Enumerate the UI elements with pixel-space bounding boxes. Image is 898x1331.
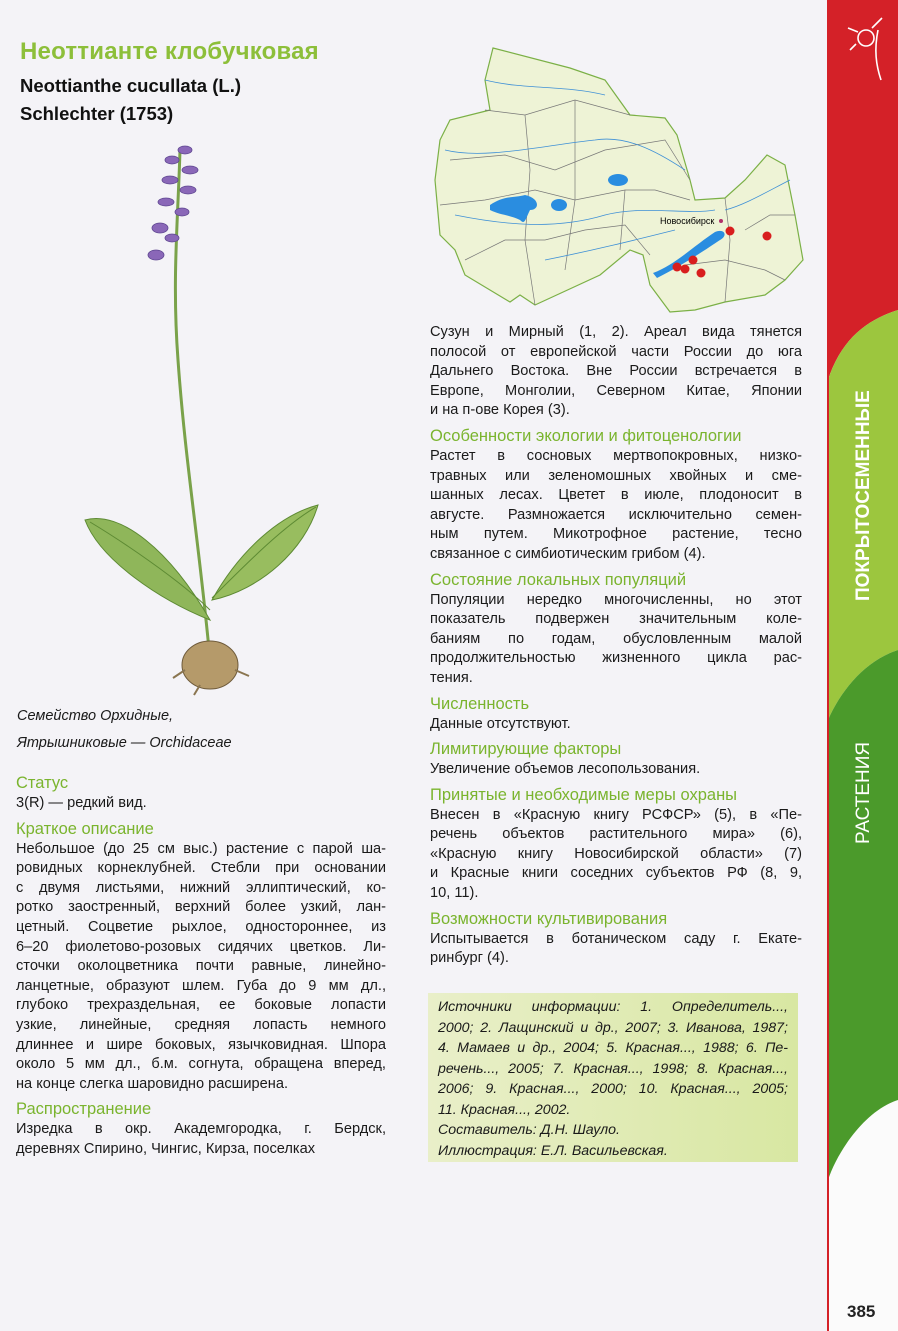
source-line: 11. Красная..., 2002. xyxy=(438,1101,571,1118)
text-line: 6–20 фиолетово-розовых сидячих цветков. Ли- xyxy=(16,938,386,955)
text-line: ровидных корнеклубней. Стебли при основании xyxy=(16,860,386,877)
text-line: продолжительностью жизненного цикла рас- xyxy=(430,650,802,667)
text-line: ринбург (4). xyxy=(430,950,509,967)
text-line: шанных лесах. Цветет в июле, плодоносит в xyxy=(430,487,802,504)
text-line: сточки околоцветника почти равные, линейно- xyxy=(16,958,386,975)
text-line: Испытывается в ботаническом саду г. Екате- xyxy=(430,930,802,947)
text-line: ным путем. Микотрофное растение, тесно xyxy=(430,526,802,543)
city-label: Новосибирск xyxy=(660,216,715,226)
family-line-2: Ятрышниковые — Orchidaceae xyxy=(17,735,232,751)
species-title: Неоттианте клобучковая xyxy=(20,38,319,65)
text-line: Популяции нередко многочисленны, но этот xyxy=(430,591,802,608)
occurrence-point xyxy=(689,256,698,265)
section-heading: Распространение xyxy=(16,1100,152,1119)
text-line: 3(R) — редкий вид. xyxy=(16,795,147,811)
occurrence-point xyxy=(726,227,735,236)
category-label: РАСТЕНИЯ xyxy=(853,741,874,844)
left-column xyxy=(16,768,386,1160)
text-line: на конце слегка шаровидно расширена. xyxy=(16,1075,289,1092)
text-line: Дальнего Востока. Вне России встречается в xyxy=(430,363,802,380)
sources-box xyxy=(428,993,798,1162)
section-heading: Краткое описание xyxy=(16,819,154,838)
text-line: и на п-ове Корея (3). xyxy=(430,402,570,419)
right-column xyxy=(430,323,802,969)
text-line: «Красную книгу Новосибирской области» (7) xyxy=(430,845,802,862)
text-line: длиннее и шире боковых, язычковидная. Шпора xyxy=(16,1036,386,1053)
text-line: Растет в сосновых мертвопокровных, низко- xyxy=(430,447,802,464)
source-line: 4. Мамаев и др., 2004; 5. Красная..., 1988; 6. Пе- xyxy=(438,1040,788,1056)
occurrence-point xyxy=(763,232,772,241)
section-heading: Статус xyxy=(16,774,69,792)
section-heading: Особенности экологии и фитоценологии xyxy=(430,426,742,445)
text-line: тения. xyxy=(430,669,473,686)
occurrence-point xyxy=(681,265,690,274)
text-line: глубоко трехраздельная, ее боковые лопасти xyxy=(16,997,386,1014)
text-line: Сузун и Мирный (1, 2). Ареал вида тянется xyxy=(430,324,802,340)
text-line: показатель подвержен значительным коле- xyxy=(430,611,802,628)
text-line: ланцетные, образуют шлем. Губа до 9 мм дл., xyxy=(16,977,386,994)
section-sidebar xyxy=(826,0,898,1331)
text-line: речень объектов растительного мира» (6), xyxy=(430,826,802,843)
text-line: узкие, линейные, средняя лопасть немного xyxy=(16,1016,386,1033)
section-heading: Возможности культивирования xyxy=(430,909,668,928)
text-line: августе. Размножается исключительно семен- xyxy=(430,506,802,523)
page-number: 385 xyxy=(847,1302,876,1321)
source-line: 2000; 2. Лащинский и др., 2007; 3. Иванова, 1987; xyxy=(438,1019,788,1036)
text-line: деревнях Спирино, Чингис, Кирза, поселках xyxy=(16,1140,316,1157)
text-line: Европе, Монголии, Северном Китае, Японии xyxy=(430,382,802,399)
text-line: цетный. Соцветие рыхлое, одностороннее, из xyxy=(16,918,386,935)
text-line: связанное с симбиотическим грибом (4). xyxy=(430,545,706,562)
section-heading: Состояние локальных популяций xyxy=(430,570,687,589)
latin-name: Neottianthe cucullata (L.) xyxy=(20,75,241,96)
text-line: и Красные книги соседних субъектов РФ (8, 9, xyxy=(430,865,802,882)
text-line: ротко заостренный, верхний более узкий, лан- xyxy=(16,899,386,916)
text-line: Изредка в окр. Академгородка, г. Бердск, xyxy=(16,1121,386,1138)
text-line: Данные отсутствуют. xyxy=(430,715,571,732)
plant-illustration xyxy=(60,130,330,700)
section-label: ПОКРЫТОСЕМЕННЫЕ xyxy=(853,390,874,601)
section-heading: Лимитирующие факторы xyxy=(430,740,622,759)
text-line: Небольшое (до 25 см выс.) растение с парой ша- xyxy=(16,840,386,857)
occurrence-point xyxy=(673,263,682,272)
source-line: речень..., 2005; 7. Красная..., 1998; 8. Красная..., xyxy=(438,1060,788,1077)
latin-author: Schlechter (1753) xyxy=(20,103,174,124)
text-line: Внесен в «Красную книгу РСФСР» (5), в «Пе- xyxy=(430,806,802,823)
section-heading: Численность xyxy=(430,694,530,713)
source-line: 2006; 9. Красная..., 2000; 10. Красная..., 2005; xyxy=(438,1081,788,1097)
text-line: с двумя листьями, нижний эллиптический, ко- xyxy=(16,879,386,896)
source-line: Источники информации: 1. Определитель..., xyxy=(438,999,788,1015)
compiler-credit: Составитель: Д.Н. Шауло. xyxy=(438,1122,620,1138)
distribution-map xyxy=(425,40,815,320)
text-line: полосой от европейской части России до юга xyxy=(430,343,802,360)
section-heading: Принятые и необходимые меры охраны xyxy=(430,785,738,804)
family-line-1: Семейство Орхидные, xyxy=(17,708,174,724)
text-line: травных или зеленомошных хвойных и сме- xyxy=(430,467,802,484)
text-line: Увеличение объемов лесопользования. xyxy=(430,761,701,778)
text-line: баниям по годам, обусловленным малой xyxy=(430,630,802,647)
text-line: около 5 мм дл., б.м. согнута, обращена вперед, xyxy=(16,1056,386,1073)
occurrence-point xyxy=(697,269,706,278)
text-line: 10, 11). xyxy=(430,885,479,902)
illustration-credit: Иллюстрация: Е.Л. Васильевская. xyxy=(438,1142,668,1159)
